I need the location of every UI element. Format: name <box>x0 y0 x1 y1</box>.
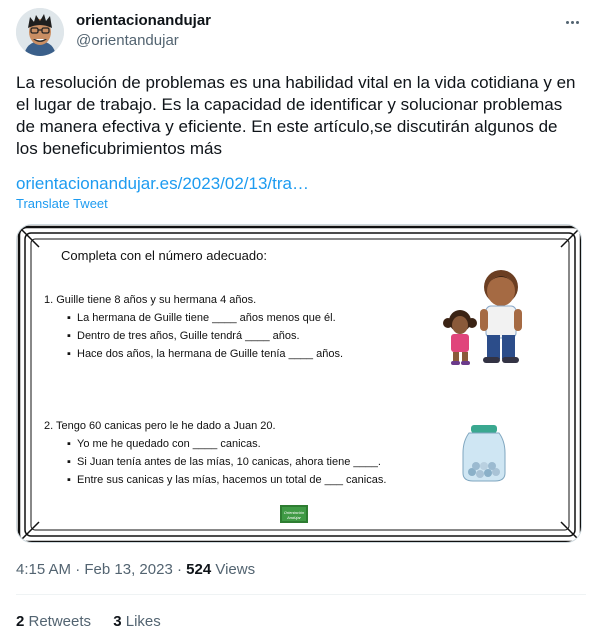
tweet-time[interactable]: 4:15 AM <box>16 561 72 578</box>
problem1-item: La hermana de Guille tiene ____ años menos que él. <box>77 312 336 324</box>
bullet: ▪ <box>67 312 71 324</box>
views-label: Views <box>211 561 256 578</box>
boy-illustration <box>480 270 522 363</box>
tweet-header <box>16 8 586 58</box>
problem2-item: Entre sus canicas y las mías, hacemos un total de ___ canicas. <box>77 474 387 486</box>
more-icon[interactable] <box>560 10 584 34</box>
girl-illustration <box>443 310 477 365</box>
likes-label: Likes <box>121 613 161 630</box>
display-name[interactable]: orientacionandujar <box>76 12 212 29</box>
divider <box>16 594 586 595</box>
problem2-heading: 2. Tengo 60 canicas pero le he dado a Juan 20. <box>44 420 276 432</box>
problem2-item: Yo me he quedado con ____ canicas. <box>77 438 261 450</box>
tweet-stats <box>16 612 179 632</box>
marble-jar-illustration <box>463 425 505 481</box>
worksheet-title: Completa con el número adecuado: <box>61 248 267 263</box>
bullet: ▪ <box>67 438 71 450</box>
separator: · <box>71 561 85 578</box>
translate-tweet-link[interactable]: Translate Tweet <box>16 196 108 211</box>
retweets-label: Retweets <box>24 613 92 630</box>
user-info <box>76 11 211 51</box>
problem1-item: Dentro de tres años, Guille tendrá ____ años. <box>77 330 300 342</box>
likes-stat[interactable] <box>113 613 161 630</box>
likes-count: 3 <box>113 613 122 630</box>
problem2-item: Si Juan tenía antes de las mías, 10 canicas, ahora tiene ____. <box>77 456 381 468</box>
problem1-heading: 1. Guille tiene 8 años y su hermana 4 años. <box>44 294 257 306</box>
problem1-item: Hace dos años, la hermana de Guille tenía ____ años. <box>77 348 344 360</box>
bullet: ▪ <box>67 348 71 360</box>
retweets-stat[interactable] <box>16 613 91 630</box>
separator: · <box>172 561 187 578</box>
bullet: ▪ <box>67 456 71 468</box>
views-count: 524 <box>186 561 212 578</box>
svg-text:Andújar: Andújar <box>287 515 301 520</box>
bullet: ▪ <box>67 330 71 342</box>
tweet-text: La resolución de problemas es una habilidad vital en la vida cotidiana y en el lugar de trabajo. Es la capacidad de identificar y solucionar problemas de manera efectiva y eficiente. En este artículo,se discutirán algunos de los beneficubrimientos más <box>16 73 576 158</box>
svg-text:Orientación: Orientación <box>283 510 305 515</box>
bullet: ▪ <box>67 474 71 486</box>
tweet-media-image[interactable] <box>16 224 582 543</box>
retweets-count: 2 <box>16 613 25 630</box>
avatar[interactable] <box>16 8 64 56</box>
tweet-meta <box>16 560 255 580</box>
tweet-link[interactable]: orientacionandujar.es/2023/02/13/tra… <box>16 174 309 193</box>
orientacion-andujar-logo <box>280 505 308 523</box>
tweet-date[interactable]: Feb 13, 2023 <box>84 561 173 578</box>
user-handle[interactable]: @orientandujar <box>76 32 179 49</box>
